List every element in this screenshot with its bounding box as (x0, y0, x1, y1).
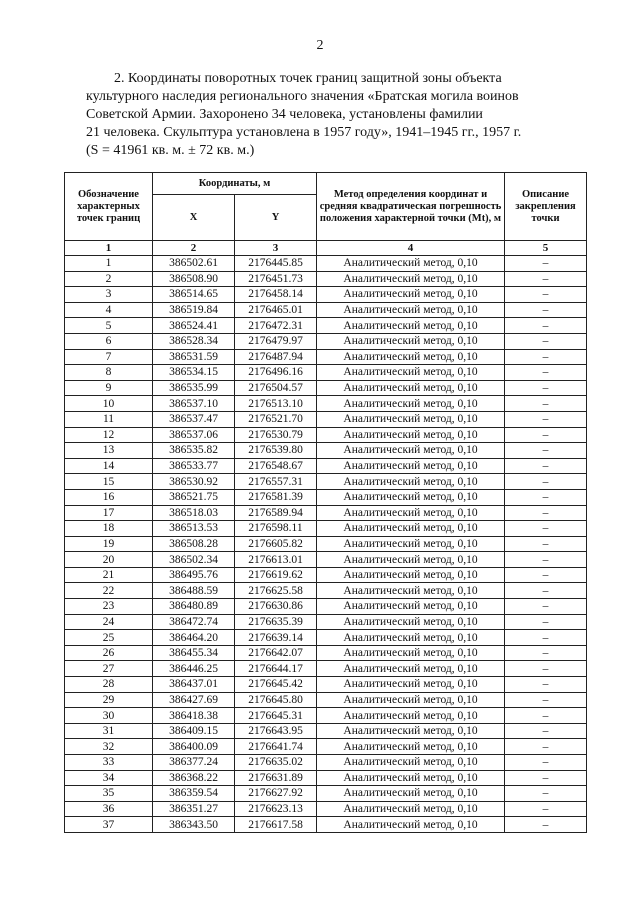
table-row (65, 474, 587, 490)
description-cell: – (505, 302, 587, 318)
y-coordinate-cell: 2176631.89 (235, 770, 317, 786)
y-coordinate-cell: 2176487.94 (235, 349, 317, 365)
point-number-cell: 20 (65, 552, 153, 568)
description-cell: – (505, 489, 587, 505)
method-cell: Аналитический метод, 0,10 (317, 739, 505, 755)
header-description: Описание закрепления точки (505, 173, 587, 241)
description-cell: – (505, 723, 587, 739)
column-number: 5 (505, 241, 587, 256)
x-coordinate-cell: 386534.15 (153, 365, 235, 381)
x-coordinate-cell: 386359.54 (153, 786, 235, 802)
y-coordinate-cell: 2176521.70 (235, 411, 317, 427)
method-cell: Аналитический метод, 0,10 (317, 755, 505, 771)
table-row (65, 380, 587, 396)
y-coordinate-cell: 2176644.17 (235, 661, 317, 677)
column-number: 1 (65, 241, 153, 256)
page-number: 2 (316, 38, 324, 53)
y-coordinate-cell: 2176645.80 (235, 692, 317, 708)
y-coordinate-cell: 2176619.62 (235, 567, 317, 583)
y-coordinate-cell: 2176613.01 (235, 552, 317, 568)
point-number-cell: 28 (65, 677, 153, 693)
description-cell: – (505, 567, 587, 583)
x-coordinate-cell: 386418.38 (153, 708, 235, 724)
table-row (65, 505, 587, 521)
method-cell: Аналитический метод, 0,10 (317, 396, 505, 412)
header-x: X (153, 195, 235, 241)
table-row (65, 536, 587, 552)
method-cell: Аналитический метод, 0,10 (317, 271, 505, 287)
intro-line: (S = 41961 кв. м. ± 72 кв. м.) (86, 143, 255, 158)
table-row (65, 427, 587, 443)
x-coordinate-cell: 386537.06 (153, 427, 235, 443)
column-number: 2 (153, 241, 235, 256)
method-cell: Аналитический метод, 0,10 (317, 817, 505, 833)
x-coordinate-cell: 386537.10 (153, 396, 235, 412)
y-coordinate-cell: 2176589.94 (235, 505, 317, 521)
point-number-cell: 8 (65, 365, 153, 381)
description-cell: – (505, 770, 587, 786)
point-number-cell: 7 (65, 349, 153, 365)
y-coordinate-cell: 2176641.74 (235, 739, 317, 755)
table-row (65, 661, 587, 677)
description-cell: – (505, 318, 587, 334)
point-number-cell: 26 (65, 645, 153, 661)
column-number: 4 (317, 241, 505, 256)
header-y: Y (235, 195, 317, 241)
y-coordinate-cell: 2176635.02 (235, 755, 317, 771)
table-row (65, 302, 587, 318)
y-coordinate-cell: 2176627.92 (235, 786, 317, 802)
y-coordinate-cell: 2176548.67 (235, 458, 317, 474)
y-coordinate-cell: 2176465.01 (235, 302, 317, 318)
x-coordinate-cell: 386535.99 (153, 380, 235, 396)
table-row (65, 552, 587, 568)
y-coordinate-cell: 2176504.57 (235, 380, 317, 396)
intro-paragraph (86, 70, 578, 160)
x-coordinate-cell: 386514.65 (153, 287, 235, 303)
method-cell: Аналитический метод, 0,10 (317, 567, 505, 583)
point-number-cell: 12 (65, 427, 153, 443)
point-number-cell: 30 (65, 708, 153, 724)
table-row (65, 489, 587, 505)
x-coordinate-cell: 386524.41 (153, 318, 235, 334)
table-row (65, 599, 587, 615)
description-cell: – (505, 349, 587, 365)
description-cell: – (505, 474, 587, 490)
description-cell: – (505, 630, 587, 646)
y-coordinate-cell: 2176530.79 (235, 427, 317, 443)
x-coordinate-cell: 386472.74 (153, 614, 235, 630)
method-cell: Аналитический метод, 0,10 (317, 365, 505, 381)
description-cell: – (505, 661, 587, 677)
x-coordinate-cell: 386400.09 (153, 739, 235, 755)
table-row (65, 614, 587, 630)
column-number: 3 (235, 241, 317, 256)
method-cell: Аналитический метод, 0,10 (317, 599, 505, 615)
description-cell: – (505, 458, 587, 474)
point-number-cell: 4 (65, 302, 153, 318)
y-coordinate-cell: 2176581.39 (235, 489, 317, 505)
table-row (65, 817, 587, 833)
table-row (65, 692, 587, 708)
table-row (65, 365, 587, 381)
x-coordinate-cell: 386519.84 (153, 302, 235, 318)
description-cell: – (505, 614, 587, 630)
point-number-cell: 22 (65, 583, 153, 599)
x-coordinate-cell: 386502.34 (153, 552, 235, 568)
y-coordinate-cell: 2176642.07 (235, 645, 317, 661)
description-cell: – (505, 536, 587, 552)
description-cell: – (505, 333, 587, 349)
method-cell: Аналитический метод, 0,10 (317, 661, 505, 677)
table-row (65, 755, 587, 771)
description-cell: – (505, 739, 587, 755)
method-cell: Аналитический метод, 0,10 (317, 458, 505, 474)
point-number-cell: 17 (65, 505, 153, 521)
point-number-cell: 37 (65, 817, 153, 833)
y-coordinate-cell: 2176539.80 (235, 443, 317, 459)
point-number-cell: 15 (65, 474, 153, 490)
description-cell: – (505, 817, 587, 833)
point-number-cell: 11 (65, 411, 153, 427)
table-row (65, 677, 587, 693)
point-number-cell: 16 (65, 489, 153, 505)
point-number-cell: 33 (65, 755, 153, 771)
point-number-cell: 3 (65, 287, 153, 303)
point-number-cell: 19 (65, 536, 153, 552)
x-coordinate-cell: 386508.28 (153, 536, 235, 552)
method-cell: Аналитический метод, 0,10 (317, 708, 505, 724)
point-number-cell: 1 (65, 256, 153, 272)
table-row (65, 458, 587, 474)
x-coordinate-cell: 386377.24 (153, 755, 235, 771)
description-cell: – (505, 287, 587, 303)
table-row (65, 583, 587, 599)
point-number-cell: 24 (65, 614, 153, 630)
y-coordinate-cell: 2176639.14 (235, 630, 317, 646)
method-cell: Аналитический метод, 0,10 (317, 552, 505, 568)
x-coordinate-cell: 386480.89 (153, 599, 235, 615)
method-cell: Аналитический метод, 0,10 (317, 505, 505, 521)
description-cell: – (505, 692, 587, 708)
table-body (65, 256, 587, 833)
description-cell: – (505, 583, 587, 599)
y-coordinate-cell: 2176645.31 (235, 708, 317, 724)
x-coordinate-cell: 386533.77 (153, 458, 235, 474)
description-cell: – (505, 256, 587, 272)
x-coordinate-cell: 386427.69 (153, 692, 235, 708)
x-coordinate-cell: 386455.34 (153, 645, 235, 661)
coordinates-table (64, 172, 587, 833)
method-cell: Аналитический метод, 0,10 (317, 692, 505, 708)
x-coordinate-cell: 386528.34 (153, 333, 235, 349)
method-cell: Аналитический метод, 0,10 (317, 302, 505, 318)
description-cell: – (505, 505, 587, 521)
table-row (65, 411, 587, 427)
point-number-cell: 18 (65, 521, 153, 537)
y-coordinate-cell: 2176451.73 (235, 271, 317, 287)
method-cell: Аналитический метод, 0,10 (317, 645, 505, 661)
description-cell: – (505, 677, 587, 693)
description-cell: – (505, 396, 587, 412)
intro-line: 21 человека. Скульптура установлена в 1957 году», 1941–1945 гг., 1957 г. (86, 125, 522, 140)
method-cell: Аналитический метод, 0,10 (317, 380, 505, 396)
description-cell: – (505, 599, 587, 615)
method-cell: Аналитический метод, 0,10 (317, 443, 505, 459)
x-coordinate-cell: 386530.92 (153, 474, 235, 490)
point-number-cell: 23 (65, 599, 153, 615)
description-cell: – (505, 708, 587, 724)
point-number-cell: 27 (65, 661, 153, 677)
header-designation: Обозначение характерных точек границ (65, 173, 153, 241)
x-coordinate-cell: 386502.61 (153, 256, 235, 272)
table-row (65, 333, 587, 349)
method-cell: Аналитический метод, 0,10 (317, 256, 505, 272)
x-coordinate-cell: 386535.82 (153, 443, 235, 459)
description-cell: – (505, 443, 587, 459)
description-cell: – (505, 380, 587, 396)
table-row (65, 318, 587, 334)
table-row (65, 723, 587, 739)
table-row (65, 256, 587, 272)
point-number-cell: 14 (65, 458, 153, 474)
point-number-cell: 13 (65, 443, 153, 459)
x-coordinate-cell: 386508.90 (153, 271, 235, 287)
x-coordinate-cell: 386537.47 (153, 411, 235, 427)
method-cell: Аналитический метод, 0,10 (317, 786, 505, 802)
method-cell: Аналитический метод, 0,10 (317, 521, 505, 537)
y-coordinate-cell: 2176479.97 (235, 333, 317, 349)
point-number-cell: 9 (65, 380, 153, 396)
method-cell: Аналитический метод, 0,10 (317, 614, 505, 630)
table-row (65, 287, 587, 303)
x-coordinate-cell: 386513.53 (153, 521, 235, 537)
intro-line: культурного наследия регионального значения «Братская могила воинов (86, 89, 519, 104)
method-cell: Аналитический метод, 0,10 (317, 411, 505, 427)
description-cell: – (505, 645, 587, 661)
table-row (65, 521, 587, 537)
method-cell: Аналитический метод, 0,10 (317, 474, 505, 490)
x-coordinate-cell: 386351.27 (153, 801, 235, 817)
y-coordinate-cell: 2176605.82 (235, 536, 317, 552)
x-coordinate-cell: 386495.76 (153, 567, 235, 583)
table-row (65, 739, 587, 755)
y-coordinate-cell: 2176623.13 (235, 801, 317, 817)
table-row (65, 567, 587, 583)
method-cell: Аналитический метод, 0,10 (317, 318, 505, 334)
method-cell: Аналитический метод, 0,10 (317, 770, 505, 786)
header-coordinates: Координаты, м (153, 173, 317, 195)
description-cell: – (505, 427, 587, 443)
method-cell: Аналитический метод, 0,10 (317, 583, 505, 599)
y-coordinate-cell: 2176643.95 (235, 723, 317, 739)
y-coordinate-cell: 2176625.58 (235, 583, 317, 599)
method-cell: Аналитический метод, 0,10 (317, 489, 505, 505)
description-cell: – (505, 786, 587, 802)
intro-line: 2. Координаты поворотных точек границ защитной зоны объекта (114, 71, 502, 86)
description-cell: – (505, 755, 587, 771)
x-coordinate-cell: 386409.15 (153, 723, 235, 739)
x-coordinate-cell: 386368.22 (153, 770, 235, 786)
method-cell: Аналитический метод, 0,10 (317, 723, 505, 739)
method-cell: Аналитический метод, 0,10 (317, 630, 505, 646)
table-row (65, 801, 587, 817)
table-row (65, 645, 587, 661)
table-row (65, 786, 587, 802)
point-number-cell: 25 (65, 630, 153, 646)
method-cell: Аналитический метод, 0,10 (317, 427, 505, 443)
point-number-cell: 35 (65, 786, 153, 802)
method-cell: Аналитический метод, 0,10 (317, 801, 505, 817)
point-number-cell: 6 (65, 333, 153, 349)
x-coordinate-cell: 386437.01 (153, 677, 235, 693)
method-cell: Аналитический метод, 0,10 (317, 287, 505, 303)
y-coordinate-cell: 2176557.31 (235, 474, 317, 490)
x-coordinate-cell: 386343.50 (153, 817, 235, 833)
x-coordinate-cell: 386488.59 (153, 583, 235, 599)
description-cell: – (505, 801, 587, 817)
description-cell: – (505, 552, 587, 568)
method-cell: Аналитический метод, 0,10 (317, 536, 505, 552)
y-coordinate-cell: 2176630.86 (235, 599, 317, 615)
table-row (65, 708, 587, 724)
table-row (65, 349, 587, 365)
table-row (65, 271, 587, 287)
point-number-cell: 36 (65, 801, 153, 817)
table-row (65, 630, 587, 646)
intro-line: Советской Армии. Захоронено 34 человека, установлены фамилии (86, 107, 483, 122)
table-row (65, 396, 587, 412)
point-number-cell: 32 (65, 739, 153, 755)
y-coordinate-cell: 2176598.11 (235, 521, 317, 537)
point-number-cell: 2 (65, 271, 153, 287)
x-coordinate-cell: 386464.20 (153, 630, 235, 646)
table-row (65, 443, 587, 459)
y-coordinate-cell: 2176645.42 (235, 677, 317, 693)
header-method: Метод определения координат и средняя квадратическая погрешность положения характерной точки (Mt), м (317, 173, 505, 241)
point-number-cell: 29 (65, 692, 153, 708)
y-coordinate-cell: 2176496.16 (235, 365, 317, 381)
method-cell: Аналитический метод, 0,10 (317, 677, 505, 693)
y-coordinate-cell: 2176635.39 (235, 614, 317, 630)
point-number-cell: 5 (65, 318, 153, 334)
x-coordinate-cell: 386518.03 (153, 505, 235, 521)
method-cell: Аналитический метод, 0,10 (317, 333, 505, 349)
description-cell: – (505, 271, 587, 287)
y-coordinate-cell: 2176458.14 (235, 287, 317, 303)
y-coordinate-cell: 2176445.85 (235, 256, 317, 272)
point-number-cell: 34 (65, 770, 153, 786)
y-coordinate-cell: 2176472.31 (235, 318, 317, 334)
method-cell: Аналитический метод, 0,10 (317, 349, 505, 365)
x-coordinate-cell: 386446.25 (153, 661, 235, 677)
table-row (65, 770, 587, 786)
point-number-cell: 21 (65, 567, 153, 583)
description-cell: – (505, 365, 587, 381)
description-cell: – (505, 411, 587, 427)
description-cell: – (505, 521, 587, 537)
y-coordinate-cell: 2176513.10 (235, 396, 317, 412)
point-number-cell: 10 (65, 396, 153, 412)
point-number-cell: 31 (65, 723, 153, 739)
x-coordinate-cell: 386521.75 (153, 489, 235, 505)
y-coordinate-cell: 2176617.58 (235, 817, 317, 833)
x-coordinate-cell: 386531.59 (153, 349, 235, 365)
